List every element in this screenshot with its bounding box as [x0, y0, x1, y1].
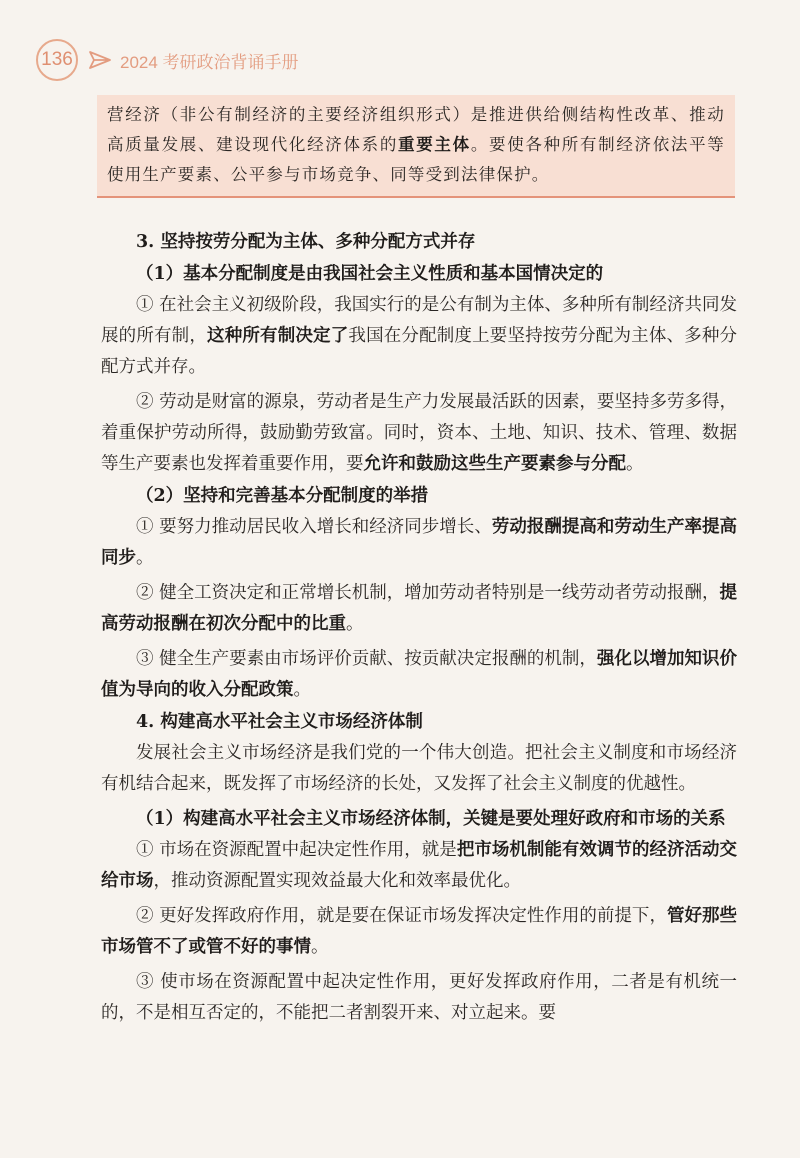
paragraph: 发展社会主义市场经济是我们党的一个伟大创造。把社会主义制度和市场经济有机结合起来，既发挥了市场经济的长处，又发挥了社会主义制度的优越性。 [101, 743, 737, 794]
paragraph: ② 劳动是财富的源泉，劳动者是生产力发展最活跃的因素，要坚持多劳多得，着重保护劳动所得，鼓励勤劳致富。同时，资本、土地、知识、技术、管理、数据等生产要素也发挥着重要作用，要允许和鼓励这些生产要素参与分配。 [101, 392, 737, 474]
page-number: 136 [36, 39, 78, 81]
paragraph: ① 在社会主义初级阶段，我国实行的是公有制为主体、多种所有制经济共同发展的所有制，这种所有制决定了我国在分配制度上要坚持按劳分配为主体、多种分配方式并存。 [101, 295, 738, 377]
emphasis: 重要主体 [398, 135, 471, 154]
paragraph: ② 更好发挥政府作用，就是要在保证市场发挥决定性作用的前提下，管好那些市场管不了或管不好的事情。 [101, 906, 738, 957]
subsection-heading: （1）构建高水平社会主义市场经济体制，关键是要处理好政府和市场的关系 [136, 809, 726, 829]
main-content [101, 226, 737, 1029]
highlight-callout: 营经济（非公有制经济的主要经济组织形式）是推进供给侧结构性改革、推动高质量发展、建设现代化经济体系的重要主体。要使各种所有制经济依法平等使用生产要素、公平参与市场竞争、同等受到法律保护。 [97, 95, 735, 198]
paragraph: ③ 健全生产要素由市场评价贡献、按贡献决定报酬的机制，强化以增加知识价值为导向的收入分配政策。 [101, 649, 738, 700]
section-heading: 3. 坚持按劳分配为主体、多种分配方式并存 [136, 232, 476, 252]
section-heading: 4. 构建高水平社会主义市场经济体制 [136, 712, 423, 732]
subsection-heading: （1）基本分配制度是由我国社会主义性质和基本国情决定的 [136, 264, 604, 284]
subsection-heading: （2）坚持和完善基本分配制度的举措 [136, 486, 429, 506]
page-header [36, 38, 299, 82]
book-title: 2024 考研政治背诵手册 [120, 52, 299, 72]
paper-plane-icon [88, 49, 112, 71]
paragraph: ① 要努力推动居民收入增长和经济同步增长、劳动报酬提高和劳动生产率提高同步。 [101, 517, 738, 568]
paragraph: ② 健全工资决定和正常增长机制，增加劳动者特别是一线劳动者劳动报酬，提高劳动报酬在初次分配中的比重。 [101, 583, 737, 634]
paragraph: ① 市场在资源配置中起决定性作用，就是把市场机制能有效调节的经济活动交给市场，推动资源配置实现效益最大化和效率最优化。 [101, 840, 738, 891]
paragraph: ③ 使市场在资源配置中起决定性作用，更好发挥政府作用，二者是有机统一的，不是相互否定的，不能把二者割裂开来、对立起来。要 [101, 972, 737, 1023]
